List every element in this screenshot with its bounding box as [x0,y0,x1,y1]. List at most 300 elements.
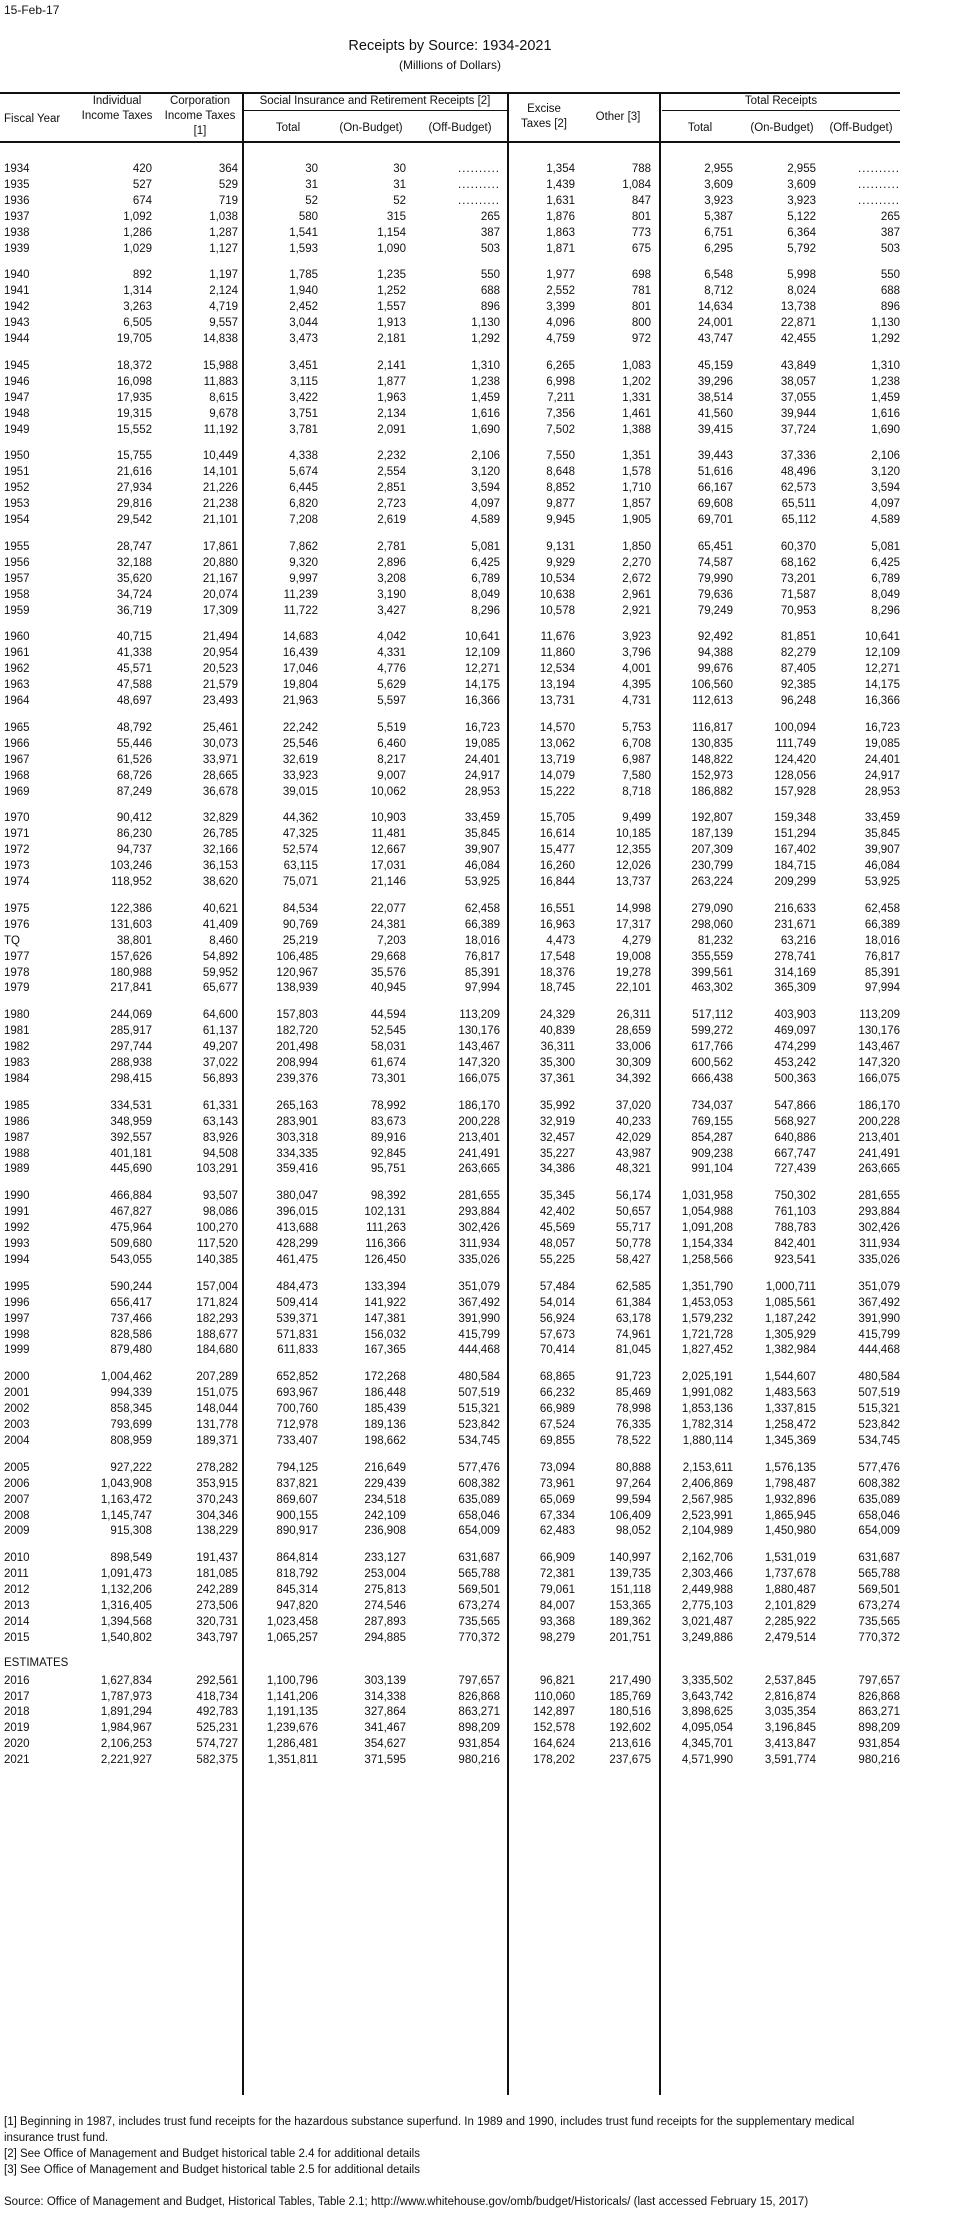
cell-total-off-budget: 12,271 [864,663,900,676]
cell-total-off-budget: 28,953 [864,785,900,798]
cell-social-on-budget: 10,062 [370,785,406,798]
cell-other: 12,026 [615,860,651,873]
cell-fiscal-year: 1958 [4,588,30,601]
cell-social-off-budget: 335,026 [458,1253,500,1266]
cell-corporation: 1,197 [209,269,238,282]
cell-other: 80,888 [615,1461,651,1474]
cell-fiscal-year: 1991 [4,1206,30,1219]
cell-excise: 56,924 [539,1312,575,1325]
table-row [0,300,900,315]
cell-total-receipts: 2,162,706 [681,1552,733,1565]
cell-social-off-budget: 28,953 [464,785,500,798]
cell-social-off-budget: 631,687 [458,1552,500,1565]
cell-individual: 2,106,253 [100,1738,152,1751]
cell-social-on-budget: 233,127 [364,1552,406,1565]
table-row [0,1493,900,1508]
cell-social-total: 303,318 [276,1131,318,1144]
cell-other: 5,753 [622,721,651,734]
cell-individual: 898,549 [110,1552,152,1565]
cell-corporation: 20,523 [202,663,238,676]
cell-corporation: 117,520 [197,1238,238,1250]
cell-excise: 9,877 [546,498,575,511]
cell-corporation: 1,038 [209,210,238,223]
cell-other: 4,731 [622,695,651,707]
cell-fiscal-year: 1946 [4,375,30,388]
cell-social-on-budget: 315 [386,210,406,223]
cell-individual: 1,984,967 [100,1722,152,1735]
cell-corporation: 151,075 [196,1387,238,1400]
cell-individual: 157,626 [110,950,152,963]
cell-social-total: 712,978 [276,1419,318,1431]
cell-fiscal-year: 2021 [4,1754,30,1767]
header-excise: Excise Taxes [2] [520,103,568,130]
cell-corporation: 273,506 [196,1600,238,1612]
cell-total-off-budget: 281,655 [858,1190,900,1203]
cell-fiscal-year: 2005 [4,1461,30,1474]
cell-total-on-budget: 2,101,829 [764,1600,816,1612]
cell-total-receipts: 399,561 [691,966,733,979]
cell-total-receipts: 106,560 [691,679,733,692]
cell-corporation: 14,838 [202,333,238,345]
cell-social-on-budget: 111,263 [366,1222,406,1235]
cell-social-off-budget: 97,994 [464,982,500,995]
table-row [0,721,900,736]
cell-individual: 1,394,568 [100,1615,152,1628]
cell-other: 106,409 [609,1509,651,1522]
cell-other: 40,233 [615,1115,651,1128]
cell-individual: 87,249 [116,785,152,798]
cell-excise: 11,676 [540,631,575,644]
cell-other: 139,735 [609,1568,651,1581]
table-row [0,391,900,406]
cell-total-off-budget: 53,925 [864,876,900,888]
cell-total-receipts: 24,001 [697,317,733,330]
cell-fiscal-year: 1956 [4,556,30,569]
cell-social-off-budget: 263,665 [458,1163,500,1176]
table-row [0,859,900,874]
cell-total-receipts: 3,609 [704,178,733,191]
cell-total-receipts: 74,587 [697,556,733,569]
cell-other: 56,174 [615,1190,651,1203]
header-social-off: (Off-Budget) [428,122,492,134]
cell-excise: 164,624 [533,1738,575,1751]
cell-social-off-budget: 24,917 [464,769,500,782]
cell-corporation: 59,952 [202,966,238,979]
cell-total-on-budget: 1,382,984 [764,1344,816,1357]
cell-individual: 90,412 [116,812,152,825]
cell-total-off-budget: 16,366 [864,695,900,707]
cell-corporation: 61,137 [202,1025,238,1038]
cell-individual: 118,952 [111,876,152,888]
cell-total-on-budget: 111,749 [776,737,816,750]
cell-total-off-budget: 6,425 [871,556,900,569]
cell-individual: 41,338 [116,647,152,660]
cell-individual: 590,244 [110,1280,152,1293]
cell-total-off-budget: 735,565 [858,1615,900,1628]
cell-total-receipts: 1,721,728 [681,1328,733,1341]
cell-social-off-budget: 19,085 [464,737,500,750]
cell-social-off-budget: 33,459 [464,812,500,825]
cell-total-receipts: 599,272 [691,1025,733,1038]
cell-corporation: 8,460 [209,934,238,947]
cell-excise: 13,731 [539,695,575,707]
cell-social-on-budget: 1,963 [377,391,406,404]
cell-total-off-budget: 1,310 [871,359,900,372]
cell-social-on-budget: 294,885 [364,1631,406,1644]
table-row [0,902,900,917]
cell-individual: 288,938 [110,1057,152,1069]
cell-total-receipts: 1,782,314 [681,1419,733,1431]
cell-total-on-budget: 124,420 [774,753,816,766]
cell-excise: 45,569 [539,1222,575,1235]
table-row [0,1402,900,1417]
cell-corporation: 98,086 [202,1206,238,1219]
table-row [0,630,900,645]
cell-total-off-budget: 33,459 [864,812,900,825]
cell-individual: 509,680 [110,1238,152,1250]
table-row [0,1737,900,1752]
cell-other: 153,365 [609,1600,651,1612]
cell-social-total: 818,792 [276,1568,318,1581]
cell-social-on-budget: 3,427 [377,604,406,617]
cell-social-on-budget: 2,091 [377,423,406,436]
cell-corporation: 20,074 [202,588,238,601]
cell-total-off-budget: 1,292 [871,333,900,345]
cell-social-on-budget: 287,893 [364,1615,406,1628]
cell-other: 151,118 [610,1584,651,1597]
cell-other: 675 [631,242,651,255]
cell-social-total: 6,445 [289,482,318,495]
table-row [0,753,900,768]
cell-total-receipts: 1,054,988 [681,1206,733,1219]
cell-fiscal-year: 2009 [4,1525,30,1538]
cell-fiscal-year: 1986 [4,1115,30,1128]
cell-social-off-budget: 35,845 [464,828,500,841]
cell-social-total: 794,125 [276,1461,318,1474]
table-row [0,918,900,933]
cell-other: 847 [631,194,651,207]
cell-social-off-budget: 523,842 [458,1419,500,1431]
table-row [0,950,900,965]
cell-fiscal-year: 1937 [4,210,30,223]
cell-total-receipts: 2,449,988 [681,1584,733,1597]
cell-fiscal-year: 1943 [4,317,30,330]
cell-other: 13,737 [615,876,651,888]
cell-social-off-budget: 688 [480,285,500,298]
cell-excise: 12,534 [539,663,575,676]
cell-excise: 4,473 [546,934,575,947]
cell-total-receipts: 39,296 [697,375,733,388]
cell-other: 12,355 [615,844,651,857]
cell-fiscal-year: 1939 [4,242,30,255]
cell-social-on-budget: 314,338 [364,1690,406,1703]
cell-individual: 3,263 [123,301,152,314]
cell-total-receipts: 6,548 [704,269,733,282]
cell-other: 140,997 [609,1552,651,1565]
cell-individual: 16,098 [116,375,152,388]
cell-excise: 34,386 [539,1163,575,1176]
cell-corporation: 207,289 [196,1371,238,1384]
cell-fiscal-year: 1987 [4,1131,30,1144]
cell-total-receipts: 79,636 [697,588,733,601]
cell-social-on-budget: 126,450 [364,1253,406,1266]
cell-excise: 79,061 [539,1584,575,1597]
table-row [0,1253,900,1268]
cell-total-receipts: 2,104,989 [681,1525,733,1538]
cell-total-receipts: 69,701 [697,514,733,526]
cell-individual: 298,415 [110,1072,152,1085]
cell-social-off-budget: 12,109 [464,647,500,660]
cell-total-receipts: 5,387 [704,210,733,223]
table-row [0,1509,900,1524]
cell-fiscal-year: 1959 [4,604,30,617]
cell-total-off-budget: 503 [880,242,900,255]
cell-other: 14,998 [615,902,651,915]
cell-total-receipts: 298,060 [691,918,733,931]
cell-total-off-budget: 14,175 [864,679,900,692]
cell-total-on-budget: 48,496 [780,466,816,479]
cell-corporation: 21,167 [202,572,238,585]
cell-social-off-budget: 4,589 [471,514,500,526]
footnote-3: [3] See Office of Management and Budget historical table 2.5 for additional details [4,2164,420,2176]
cell-individual: 32,188 [116,556,152,569]
table-row [0,966,900,981]
cell-total-on-budget: 667,747 [774,1147,816,1160]
cell-social-total: 461,475 [276,1253,318,1266]
cell-social-on-budget: 341,467 [364,1722,406,1735]
cell-total-receipts: 734,037 [691,1099,733,1112]
cell-other: 28,659 [615,1025,651,1038]
cell-other: 74,961 [615,1328,651,1341]
cell-excise: 6,998 [546,375,575,388]
cell-social-off-budget: 635,089 [458,1493,500,1506]
cell-other: 1,331 [622,391,651,404]
cell-total-on-budget: 788,783 [774,1222,816,1235]
cell-other: 6,708 [622,737,651,750]
cell-other: 50,778 [615,1238,651,1250]
cell-excise: 69,855 [539,1434,575,1447]
table-row [0,875,900,890]
table-row [0,1115,900,1130]
cell-other: 1,905 [622,514,651,526]
cell-fiscal-year: 1984 [4,1072,30,1085]
cell-other: 2,672 [622,572,651,585]
cell-total-off-budget: 608,382 [858,1477,900,1490]
cell-social-total: 17,046 [282,663,318,676]
header-fiscal-year: Fiscal Year [4,113,61,125]
cell-individual: 420 [132,163,152,175]
cell-total-on-budget: 1,531,019 [764,1552,816,1565]
cell-social-total: 14,683 [282,631,318,644]
cell-total-off-budget: 302,426 [858,1222,900,1235]
cell-excise: 35,300 [539,1057,575,1069]
cell-fiscal-year: 1998 [4,1328,30,1341]
cell-social-off-budget: 654,009 [458,1525,500,1538]
cell-social-total: 31 [305,178,318,191]
cell-other: 30,309 [615,1057,651,1069]
cell-individual: 793,699 [110,1419,152,1431]
cell-social-on-budget: 95,751 [370,1163,406,1176]
cell-social-on-budget: 78,992 [370,1099,406,1112]
cell-other: 17,317 [615,918,651,931]
cell-social-off-budget: 503 [480,242,500,255]
cell-fiscal-year: 1992 [4,1222,30,1235]
total-group-rule [662,110,900,111]
table-row [0,1721,900,1736]
cell-social-off-budget: 1,292 [471,333,500,345]
cell-social-off-budget: 367,492 [458,1296,500,1309]
table-row [0,359,900,374]
cell-individual: 131,603 [110,918,152,931]
cell-social-total: 25,219 [282,934,318,947]
cell-total-off-budget: 19,085 [864,737,900,750]
cell-social-total: 25,546 [282,737,318,750]
table-row [0,1312,900,1327]
cell-total-off-budget: 351,079 [858,1280,900,1293]
cell-social-off-budget: 200,228 [458,1115,500,1128]
cell-social-total: 5,674 [289,466,318,479]
cell-social-on-budget: 17,031 [370,860,406,873]
cell-fiscal-year: 1985 [4,1099,30,1112]
cell-excise: 24,329 [539,1009,575,1022]
cell-excise: 1,631 [546,194,575,207]
cell-total-on-budget: 37,724 [780,423,816,436]
cell-total-off-budget: 1,130 [871,317,900,330]
cell-corporation: 21,494 [202,631,238,644]
cell-total-receipts: 1,031,958 [681,1190,733,1203]
cell-total-receipts: 187,139 [691,828,733,841]
cell-fiscal-year: 2012 [4,1584,30,1597]
cell-total-receipts: 3,923 [704,194,733,207]
cell-social-off-budget: 8,296 [471,604,500,617]
cell-total-off-budget: 1,238 [871,375,900,388]
cell-excise: 1,871 [546,242,575,255]
cell-individual: 445,690 [110,1163,152,1176]
cell-total-off-budget: 770,372 [858,1631,900,1644]
cell-social-off-budget: 62,458 [464,902,500,915]
cell-total-on-budget: 1,305,929 [764,1328,816,1341]
cell-total-off-budget: 415,799 [858,1328,900,1341]
cell-other: 213,616 [609,1738,651,1751]
cell-individual: 674 [132,194,152,207]
cell-social-on-budget: 52,545 [370,1025,406,1038]
cell-excise: 67,334 [539,1509,575,1522]
cell-other: 10,185 [615,828,651,841]
cell-other: 6,987 [622,753,651,766]
table-row [0,1615,900,1630]
cell-total-receipts: 909,238 [691,1147,733,1160]
cell-other: 4,001 [622,663,651,676]
cell-social-on-budget: 31 [393,178,406,191]
cell-social-off-budget: 826,868 [458,1690,500,1703]
cell-total-receipts: 2,955 [704,163,733,175]
cell-social-total: 90,769 [282,918,318,931]
cell-total-receipts: 3,643,742 [681,1690,733,1703]
cell-other: 185,769 [609,1690,651,1703]
cell-other: 7,580 [622,769,651,782]
cell-social-total: 1,100,796 [266,1674,318,1687]
cell-total-on-budget: 151,294 [774,828,816,841]
cell-fiscal-year: 1954 [4,514,30,526]
cell-total-receipts: 991,104 [691,1163,733,1176]
table-row [0,572,900,587]
cell-total-off-budget: 12,109 [864,647,900,660]
cell-total-off-budget: 480,584 [858,1371,900,1384]
cell-social-total: 1,940 [289,285,318,298]
cell-excise: 62,483 [539,1525,575,1538]
cell-total-off-budget: 980,216 [858,1754,900,1767]
cell-social-off-budget: 387 [480,226,500,239]
cell-individual: 29,816 [116,498,152,511]
cell-individual: 892 [132,269,152,282]
cell-social-total: 52 [305,194,318,207]
cell-total-receipts: 2,523,991 [681,1509,733,1522]
cell-social-total: 571,831 [276,1328,318,1341]
cell-social-total: 52,574 [282,844,318,857]
cell-other: 189,362 [609,1615,651,1628]
cell-fiscal-year: 1968 [4,769,30,782]
cell-total-on-budget: 157,928 [774,785,816,798]
cell-individual: 808,959 [110,1434,152,1447]
header-bottom-rule [0,141,900,143]
cell-fiscal-year: 1947 [4,391,30,404]
cell-total-receipts: 854,287 [691,1131,733,1144]
cell-excise: 8,852 [546,482,575,495]
cell-total-on-budget: 278,741 [774,950,816,963]
cell-individual: 2,221,927 [100,1754,152,1767]
cell-total-receipts: 1,091,208 [681,1222,733,1235]
cell-individual: 1,043,908 [100,1477,152,1490]
cell-social-total: 1,141,206 [266,1690,318,1703]
cell-other: 8,718 [622,785,651,798]
header-social-on: (On-Budget) [339,122,403,134]
cell-other: 34,392 [615,1072,651,1085]
cell-social-off-budget: 550 [480,269,500,282]
cell-total-receipts: 3,335,502 [681,1674,733,1687]
cell-excise: 7,356 [546,407,575,420]
social-group-rule [243,110,508,111]
cell-social-on-budget: 1,557 [377,301,406,314]
cell-excise: 10,638 [539,588,575,601]
cell-individual: 27,934 [116,482,152,495]
cell-social-total: 3,451 [289,359,318,372]
cell-total-receipts: 112,613 [692,695,733,707]
cell-fiscal-year: 1961 [4,647,30,660]
cell-corporation: 28,665 [202,769,238,782]
cell-social-on-budget: 3,208 [377,572,406,585]
cell-fiscal-year: 1953 [4,498,30,511]
cell-excise: 96,821 [539,1674,575,1687]
cell-corporation: 138,229 [196,1525,238,1538]
cell-social-total: 864,814 [276,1552,318,1565]
cell-excise: 73,094 [539,1461,575,1474]
cell-social-on-budget: 2,181 [377,333,406,345]
cell-corporation: 65,677 [202,982,238,995]
cell-social-total: 693,967 [276,1387,318,1400]
cell-corporation: 21,238 [202,498,238,511]
cell-total-on-budget: 1,450,980 [764,1525,816,1538]
cell-other: 55,717 [615,1222,651,1235]
cell-fiscal-year: 1965 [4,721,30,734]
cell-fiscal-year: 1981 [4,1025,30,1038]
cell-individual: 543,055 [110,1253,152,1266]
cell-social-off-budget: 1,310 [471,359,500,372]
cell-individual: 401,181 [110,1147,152,1160]
cell-social-on-budget: 2,781 [377,540,406,553]
cell-total-off-budget: 293,884 [858,1206,900,1219]
table-row [0,1280,900,1295]
cell-fiscal-year: 1978 [4,966,30,979]
